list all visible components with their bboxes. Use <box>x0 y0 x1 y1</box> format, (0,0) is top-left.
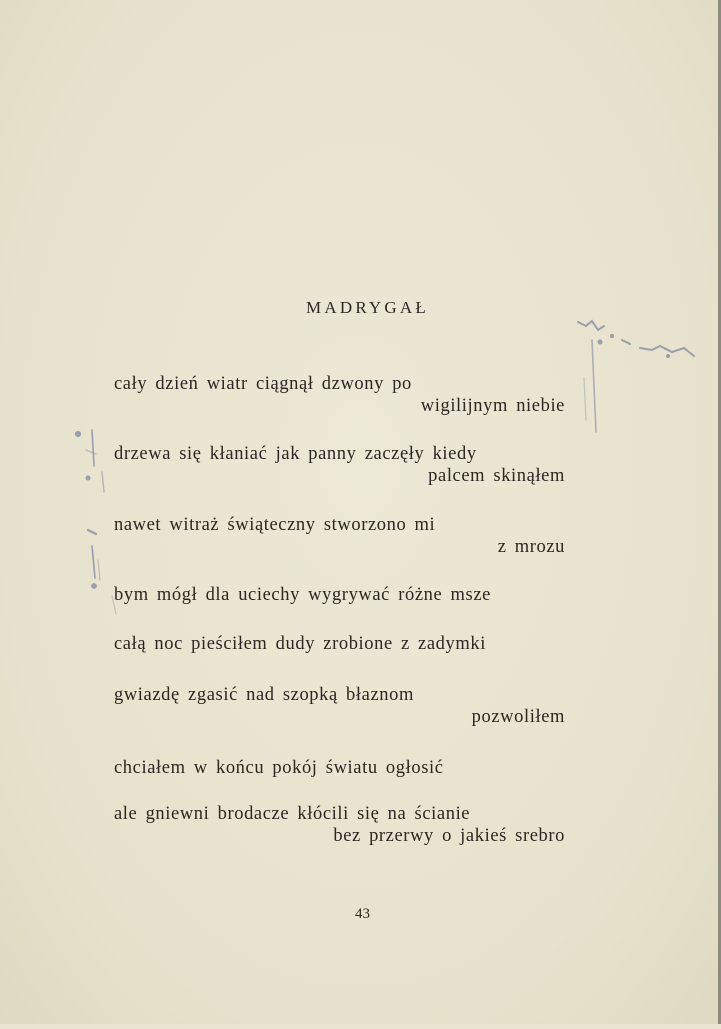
stanza <box>114 584 565 606</box>
poem-line-continuation: pozwoliłem <box>471 707 565 727</box>
stanza <box>114 373 565 417</box>
poem-line-continuation: wigilijnym niebie <box>420 396 565 416</box>
page-number: 43 <box>355 906 370 922</box>
poem-line: nawet witraż świąteczny stworzono mi <box>114 515 436 535</box>
poem-line: całą noc pieściłem dudy zrobione z zadymki <box>114 634 486 654</box>
poem-line-continuation: bez przerwy o jakieś srebro <box>333 826 565 846</box>
poem-line-continuation: palcem skinąłem <box>428 466 565 486</box>
stanza <box>114 757 565 779</box>
poem-line: gwiazdę zgasić nad szopką błaznom <box>114 685 414 705</box>
poem-line: ale gniewni brodacze kłócili się na ścianie <box>114 804 471 824</box>
stanza <box>114 684 565 728</box>
stanza <box>114 443 565 487</box>
poem-line-continuation: z mrozu <box>497 537 565 557</box>
stanza <box>114 633 565 655</box>
poem-line: chciałem w końcu pokój światu ogłosić <box>114 758 444 778</box>
stanza <box>114 514 565 558</box>
poem-line: cały dzień wiatr ciągnął dzwony po <box>114 374 412 394</box>
poem-title: MADRYGAŁ <box>306 298 429 317</box>
stanza <box>114 803 565 847</box>
poem-line: bym mógł dla uciechy wygrywać różne msze <box>114 585 491 605</box>
poem-line: drzewa się kłaniać jak panny zaczęły kiedy <box>114 444 477 464</box>
